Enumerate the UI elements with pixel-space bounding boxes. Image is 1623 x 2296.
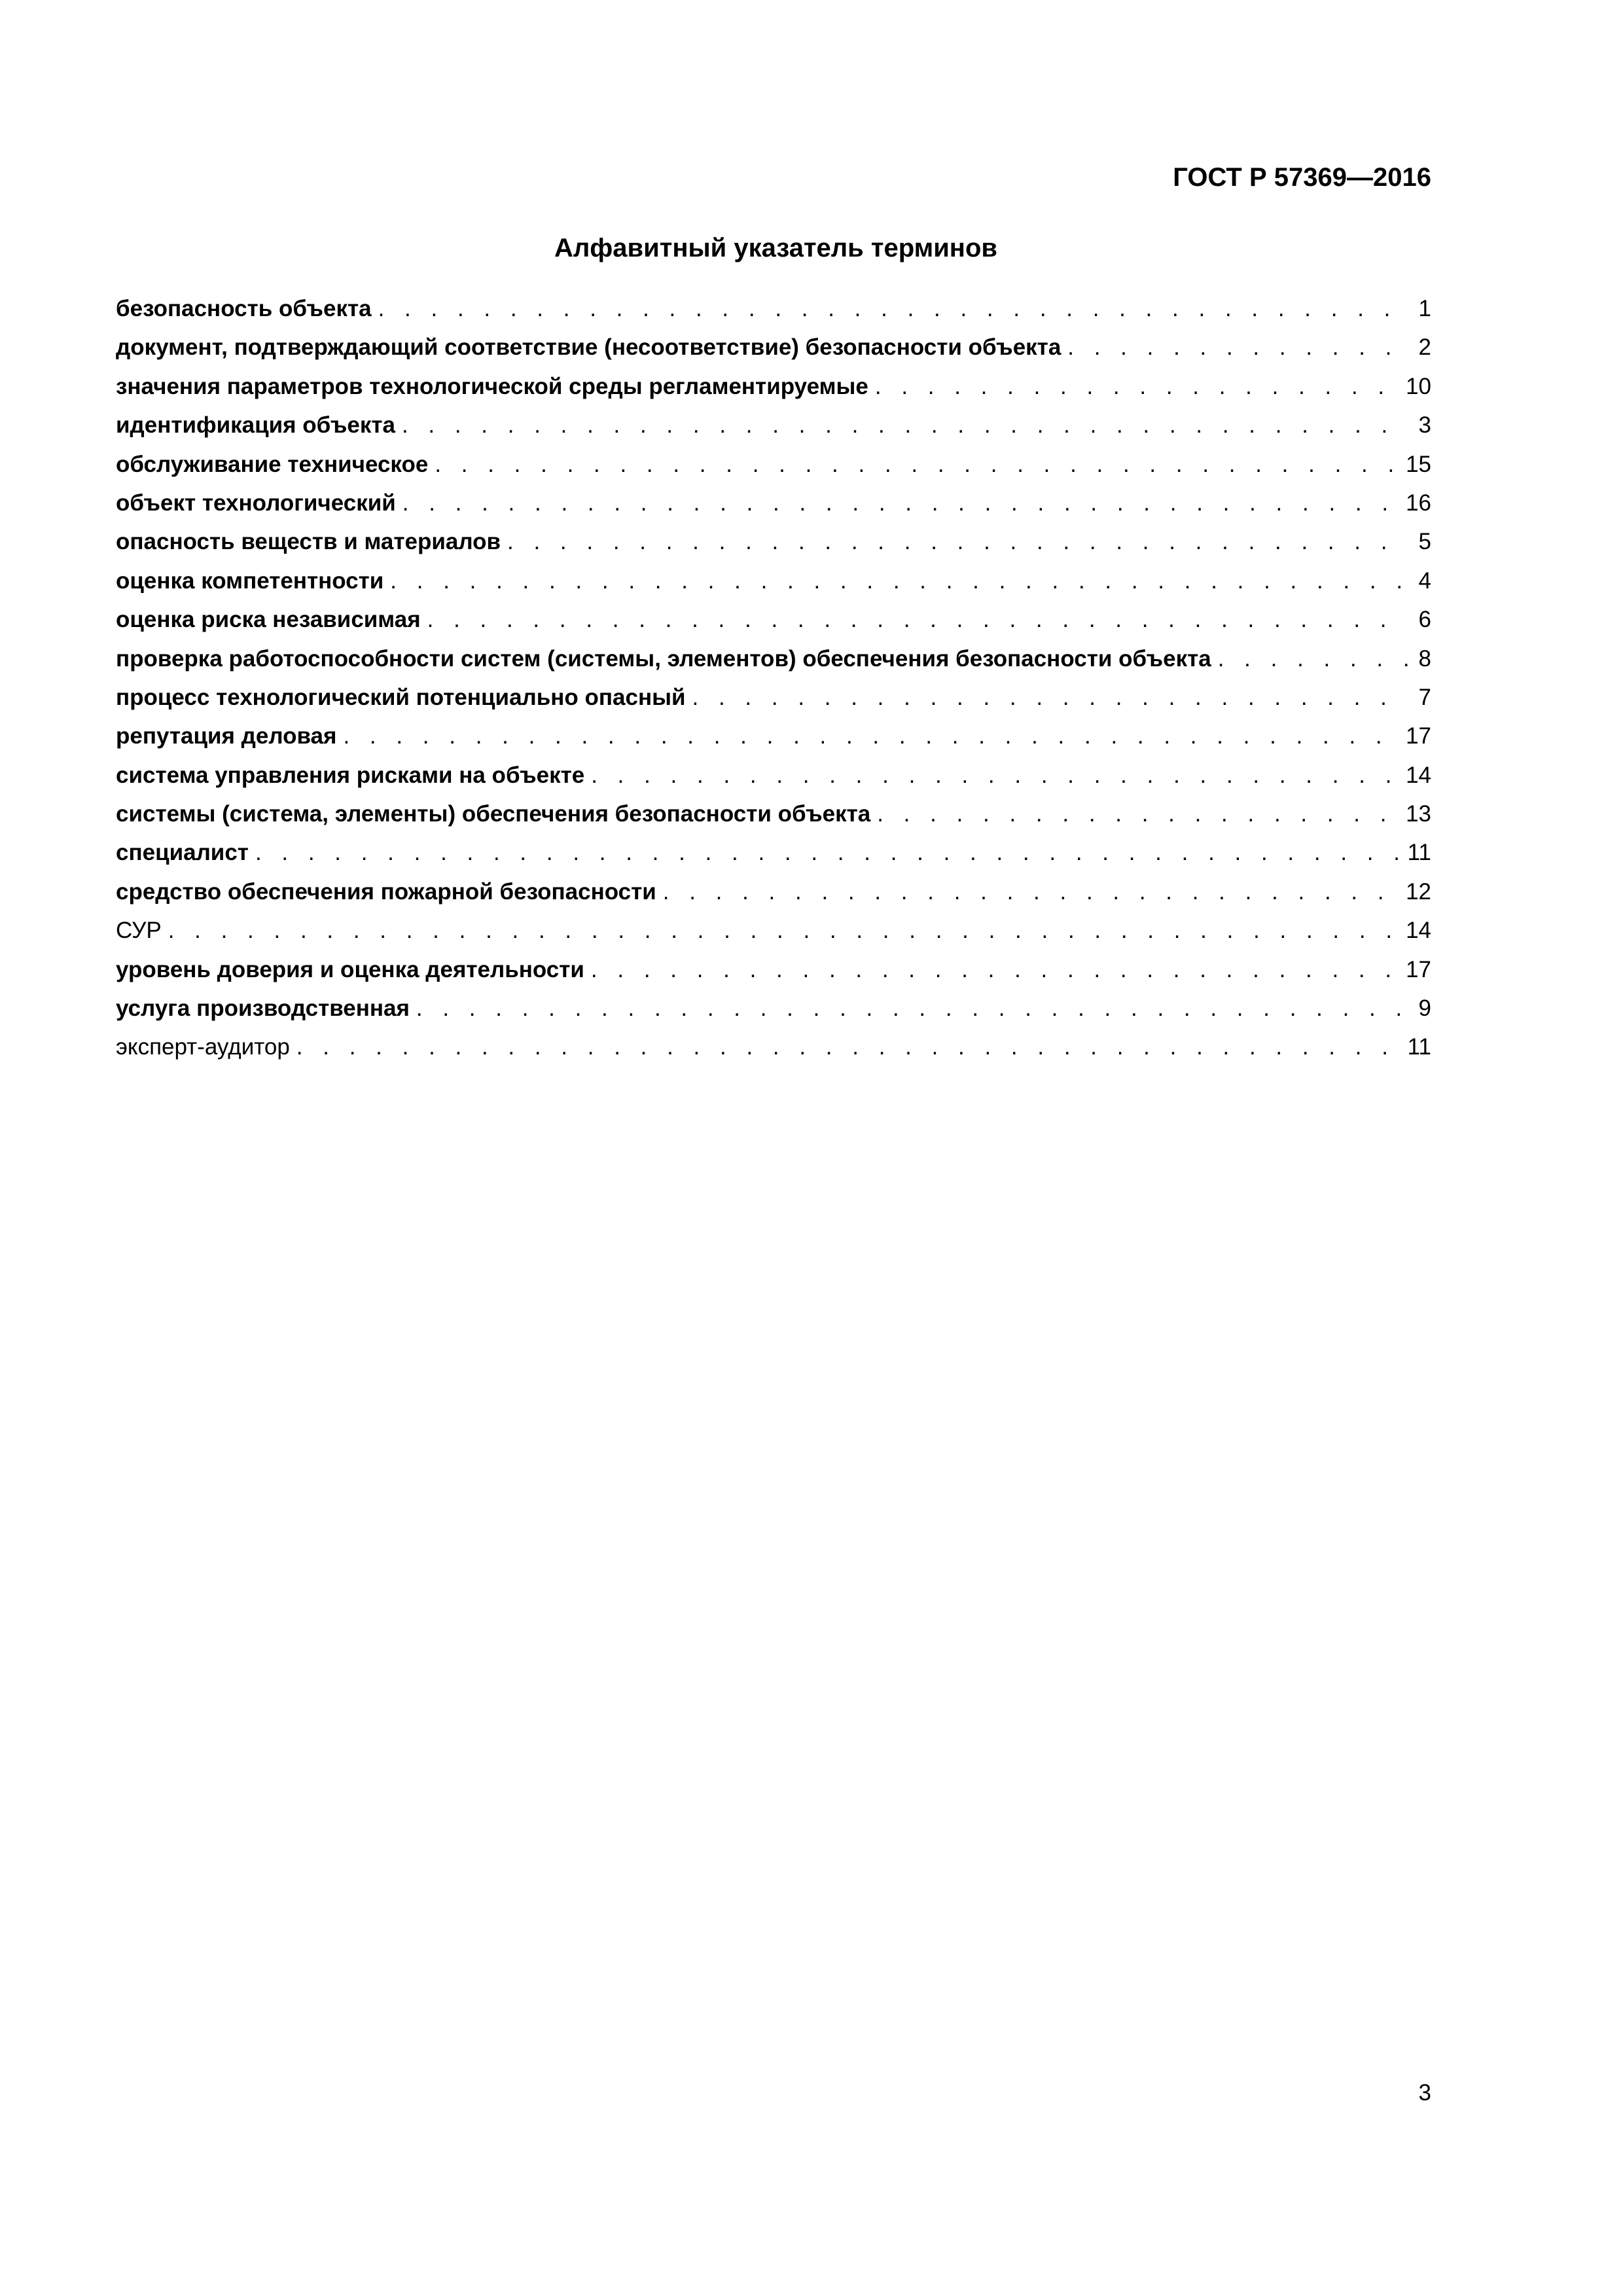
index-entry <box>116 567 1431 605</box>
index-page-ref: 2 <box>1418 334 1431 361</box>
dot-leader <box>255 838 1401 867</box>
dot-leader <box>1067 333 1408 362</box>
index-page-ref: 12 <box>1406 878 1431 905</box>
index-term: оценка риска независимая <box>116 607 421 633</box>
index-page-ref: 14 <box>1406 918 1431 944</box>
dot-leader <box>435 450 1399 479</box>
index-entry <box>116 761 1431 800</box>
index-entry <box>116 878 1431 916</box>
dot-leader <box>591 761 1399 790</box>
dot-leader <box>416 994 1408 1023</box>
index-page-ref: 16 <box>1406 490 1431 516</box>
index-page-ref: 15 <box>1406 451 1431 477</box>
dot-leader <box>427 605 1408 634</box>
index-page-ref: 3 <box>1418 412 1431 439</box>
index-term: идентификация объекта <box>116 412 395 439</box>
term-index-list <box>116 295 1431 1072</box>
index-term: уровень доверия и оценка деятельности <box>116 956 584 982</box>
dot-leader <box>390 567 1408 596</box>
index-entry <box>116 800 1431 838</box>
index-page-ref: 11 <box>1407 1034 1431 1060</box>
index-page-ref: 6 <box>1418 607 1431 633</box>
index-page-ref: 13 <box>1406 801 1431 827</box>
index-term: процесс технологический потенциально опасный <box>116 684 686 710</box>
index-term: СУР <box>116 918 162 944</box>
index-term: услуга производственная <box>116 996 410 1022</box>
document-code: ГОСТ Р 57369—2016 <box>1173 163 1431 192</box>
dot-leader <box>692 683 1408 712</box>
dot-leader <box>343 722 1399 751</box>
index-page-ref: 5 <box>1418 529 1431 555</box>
index-page-ref: 17 <box>1406 723 1431 749</box>
index-term: репутация деловая <box>116 723 337 749</box>
index-page-ref: 8 <box>1418 645 1431 672</box>
index-page-ref: 1 <box>1418 296 1431 321</box>
index-term: эксперт-аудитор <box>116 1034 290 1060</box>
dot-leader <box>402 411 1408 440</box>
index-term: специалист <box>116 840 249 866</box>
index-term: опасность веществ и материалов <box>116 529 501 555</box>
index-entry <box>116 528 1431 566</box>
index-page-ref: 10 <box>1406 373 1431 399</box>
index-entry <box>116 645 1431 683</box>
index-term: значения параметров технологической среды регламентируемые <box>116 373 868 399</box>
index-entry <box>116 605 1431 644</box>
index-term: проверка работоспособности систем (системы, элементов) обеспечения безопасности объекта <box>116 645 1211 672</box>
index-term: обслуживание техническое <box>116 451 429 477</box>
index-term: документ, подтверждающий соответствие (несоответствие) безопасности объекта <box>116 334 1061 361</box>
index-page-ref: 14 <box>1406 762 1431 788</box>
index-entry <box>116 1033 1431 1071</box>
dot-leader <box>168 916 1399 945</box>
dot-leader <box>663 878 1399 906</box>
dot-leader <box>296 1033 1401 1062</box>
dot-leader <box>875 372 1399 401</box>
index-entry <box>116 916 1431 955</box>
dot-leader <box>507 528 1408 556</box>
dot-leader <box>1218 645 1408 673</box>
index-entry <box>116 683 1431 722</box>
index-term: средство обеспечения пожарной безопасности <box>116 878 656 905</box>
index-entry <box>116 411 1431 450</box>
index-page-ref: 11 <box>1407 840 1431 866</box>
index-term: система управления рисками на объекте <box>116 762 585 788</box>
dot-leader <box>877 800 1399 829</box>
dot-leader <box>378 295 1408 323</box>
index-term: безопасность объекта <box>116 296 372 321</box>
index-entry <box>116 372 1431 411</box>
index-entry <box>116 295 1431 333</box>
index-entry <box>116 489 1431 528</box>
index-entry <box>116 838 1431 877</box>
dot-leader <box>591 956 1399 984</box>
index-term: оценка компетентности <box>116 567 384 594</box>
index-page-ref: 7 <box>1418 684 1431 710</box>
index-entry <box>116 994 1431 1033</box>
index-entry <box>116 450 1431 489</box>
page-title: Алфавитный указатель терминов <box>554 234 997 262</box>
index-page-ref: 4 <box>1418 567 1431 594</box>
index-entry <box>116 333 1431 372</box>
page-number: 3 <box>1418 2080 1431 2106</box>
index-entry <box>116 956 1431 994</box>
index-entry <box>116 722 1431 761</box>
index-term: системы (система, элементы) обеспечения безопасности объекта <box>116 801 871 827</box>
dot-leader <box>402 489 1399 518</box>
index-term: объект технологический <box>116 490 396 516</box>
index-page-ref: 17 <box>1406 956 1431 982</box>
index-page-ref: 9 <box>1418 996 1431 1022</box>
